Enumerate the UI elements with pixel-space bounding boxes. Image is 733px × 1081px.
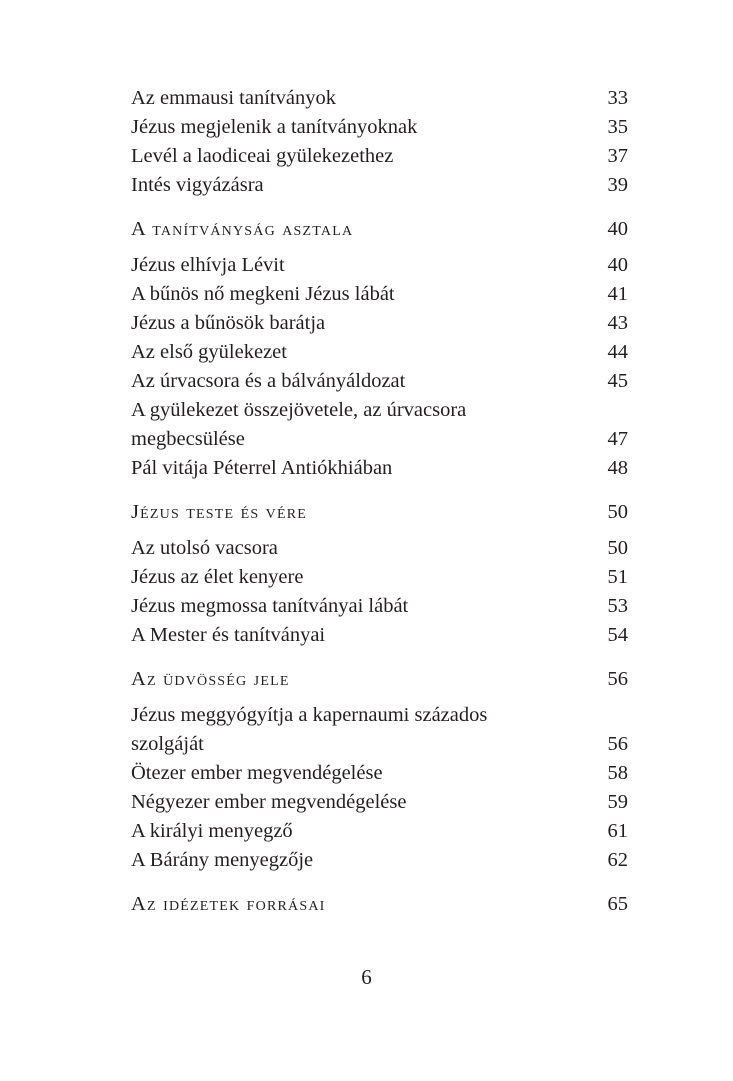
toc-entry-title: Jézus elhívja Lévit: [131, 254, 285, 276]
toc-entry-page: 56: [607, 733, 628, 755]
toc-section-page: 65: [607, 893, 628, 915]
toc-entry-title-continued: megbecsülése: [131, 428, 245, 450]
toc-entry-page: 39: [607, 174, 628, 196]
toc-entry-title-continued: szolgáját: [131, 733, 204, 755]
toc-entry-title: A Mester és tanítványai: [131, 624, 326, 646]
toc-entry-line1[interactable]: [131, 396, 628, 425]
toc-entry-title: Jézus a bűnösök barátja: [131, 312, 326, 334]
toc-entry-title: Négyezer ember megvendégelése: [131, 791, 407, 813]
toc-entry-page: 35: [607, 116, 628, 138]
toc-entry-title: Az első gyülekezet: [131, 341, 287, 363]
toc-section-title: Az idézetek forrásai: [131, 893, 326, 915]
toc-entry[interactable]: [131, 759, 628, 788]
toc-entry-page: 43: [607, 312, 628, 334]
toc-entry-title: Az emmausi tanítványok: [131, 87, 336, 109]
toc-entry-page: 59: [607, 791, 628, 813]
toc-entry[interactable]: [131, 251, 628, 280]
toc-entry[interactable]: [131, 621, 628, 650]
toc-entry[interactable]: [131, 367, 628, 396]
toc-section-page: 56: [607, 668, 628, 690]
toc-entry[interactable]: [131, 171, 628, 200]
toc-entry-title: Ötezer ember megvendégelése: [131, 762, 383, 784]
toc-entry-title: Jézus meggyógyítja a kapernaumi százados: [131, 704, 488, 726]
toc-entry-title: A bűnös nő megkeni Jézus lábát: [131, 283, 395, 305]
toc-entry-page: 40: [607, 254, 628, 276]
toc-entry-title: Levél a laodiceai gyülekezethez: [131, 145, 394, 167]
toc-entry-page: 33: [607, 87, 628, 109]
toc-entry-page: 41: [607, 283, 628, 305]
toc-section-title: Az üdvösség jele: [131, 668, 290, 690]
toc-section-heading[interactable]: [131, 498, 628, 527]
toc-entry-line2[interactable]: [131, 730, 628, 759]
toc-entry[interactable]: [131, 113, 628, 142]
toc-entry[interactable]: [131, 563, 628, 592]
toc-entry-page: 53: [607, 595, 628, 617]
toc-section-title: A tanítványság asztala: [131, 218, 354, 240]
toc-section-heading[interactable]: [131, 215, 628, 244]
toc-entry[interactable]: [131, 142, 628, 171]
toc-section-title: Jézus teste és vére: [131, 501, 308, 523]
toc-entry[interactable]: [131, 309, 628, 338]
toc-entry[interactable]: [131, 788, 628, 817]
toc-entry[interactable]: [131, 280, 628, 309]
toc-entry-page: 48: [607, 457, 628, 479]
toc-entry[interactable]: [131, 846, 628, 875]
toc-entry-title: Pál vitája Péterrel Antiókhiában: [131, 457, 393, 479]
toc-entry-title: Jézus megjelenik a tanítványoknak: [131, 116, 418, 138]
toc-entry-title: Jézus az élet kenyere: [131, 566, 304, 588]
toc-section-heading[interactable]: [131, 665, 628, 694]
toc-entry-page: 62: [607, 849, 628, 871]
toc-entry-line2[interactable]: [131, 425, 628, 454]
toc-entry-page: 61: [607, 820, 628, 842]
table-of-contents: [131, 84, 628, 926]
toc-entry-page: 51: [607, 566, 628, 588]
toc-entry-page: 45: [607, 370, 628, 392]
toc-entry-page: 47: [607, 428, 628, 450]
toc-entry[interactable]: [131, 84, 628, 113]
toc-section-page: 50: [607, 501, 628, 523]
toc-entry-title: Az utolsó vacsora: [131, 537, 278, 559]
toc-entry-title: Intés vigyázásra: [131, 174, 264, 196]
toc-entry[interactable]: [131, 592, 628, 621]
toc-entry-page: 54: [607, 624, 628, 646]
toc-entry-page: 50: [607, 537, 628, 559]
toc-entry[interactable]: [131, 454, 628, 483]
toc-entry-page: 37: [607, 145, 628, 167]
toc-entry[interactable]: [131, 817, 628, 846]
toc-entry-title: A Bárány menyegzője: [131, 849, 314, 871]
toc-entry-title: A gyülekezet összejövetele, az úrvacsora: [131, 399, 467, 421]
toc-entry-title: Az úrvacsora és a bálványáldozat: [131, 370, 406, 392]
toc-section-page: 40: [607, 218, 628, 240]
toc-entry-title: Jézus megmossa tanítványai lábát: [131, 595, 409, 617]
toc-section-heading[interactable]: [131, 890, 628, 919]
toc-entry[interactable]: [131, 534, 628, 563]
toc-entry-line1[interactable]: [131, 701, 628, 730]
toc-entry-title: A királyi menyegző: [131, 820, 293, 842]
toc-entry[interactable]: [131, 338, 628, 367]
page-number: 6: [361, 965, 372, 989]
toc-entry-page: 44: [607, 341, 628, 363]
toc-entry-page: 58: [607, 762, 628, 784]
